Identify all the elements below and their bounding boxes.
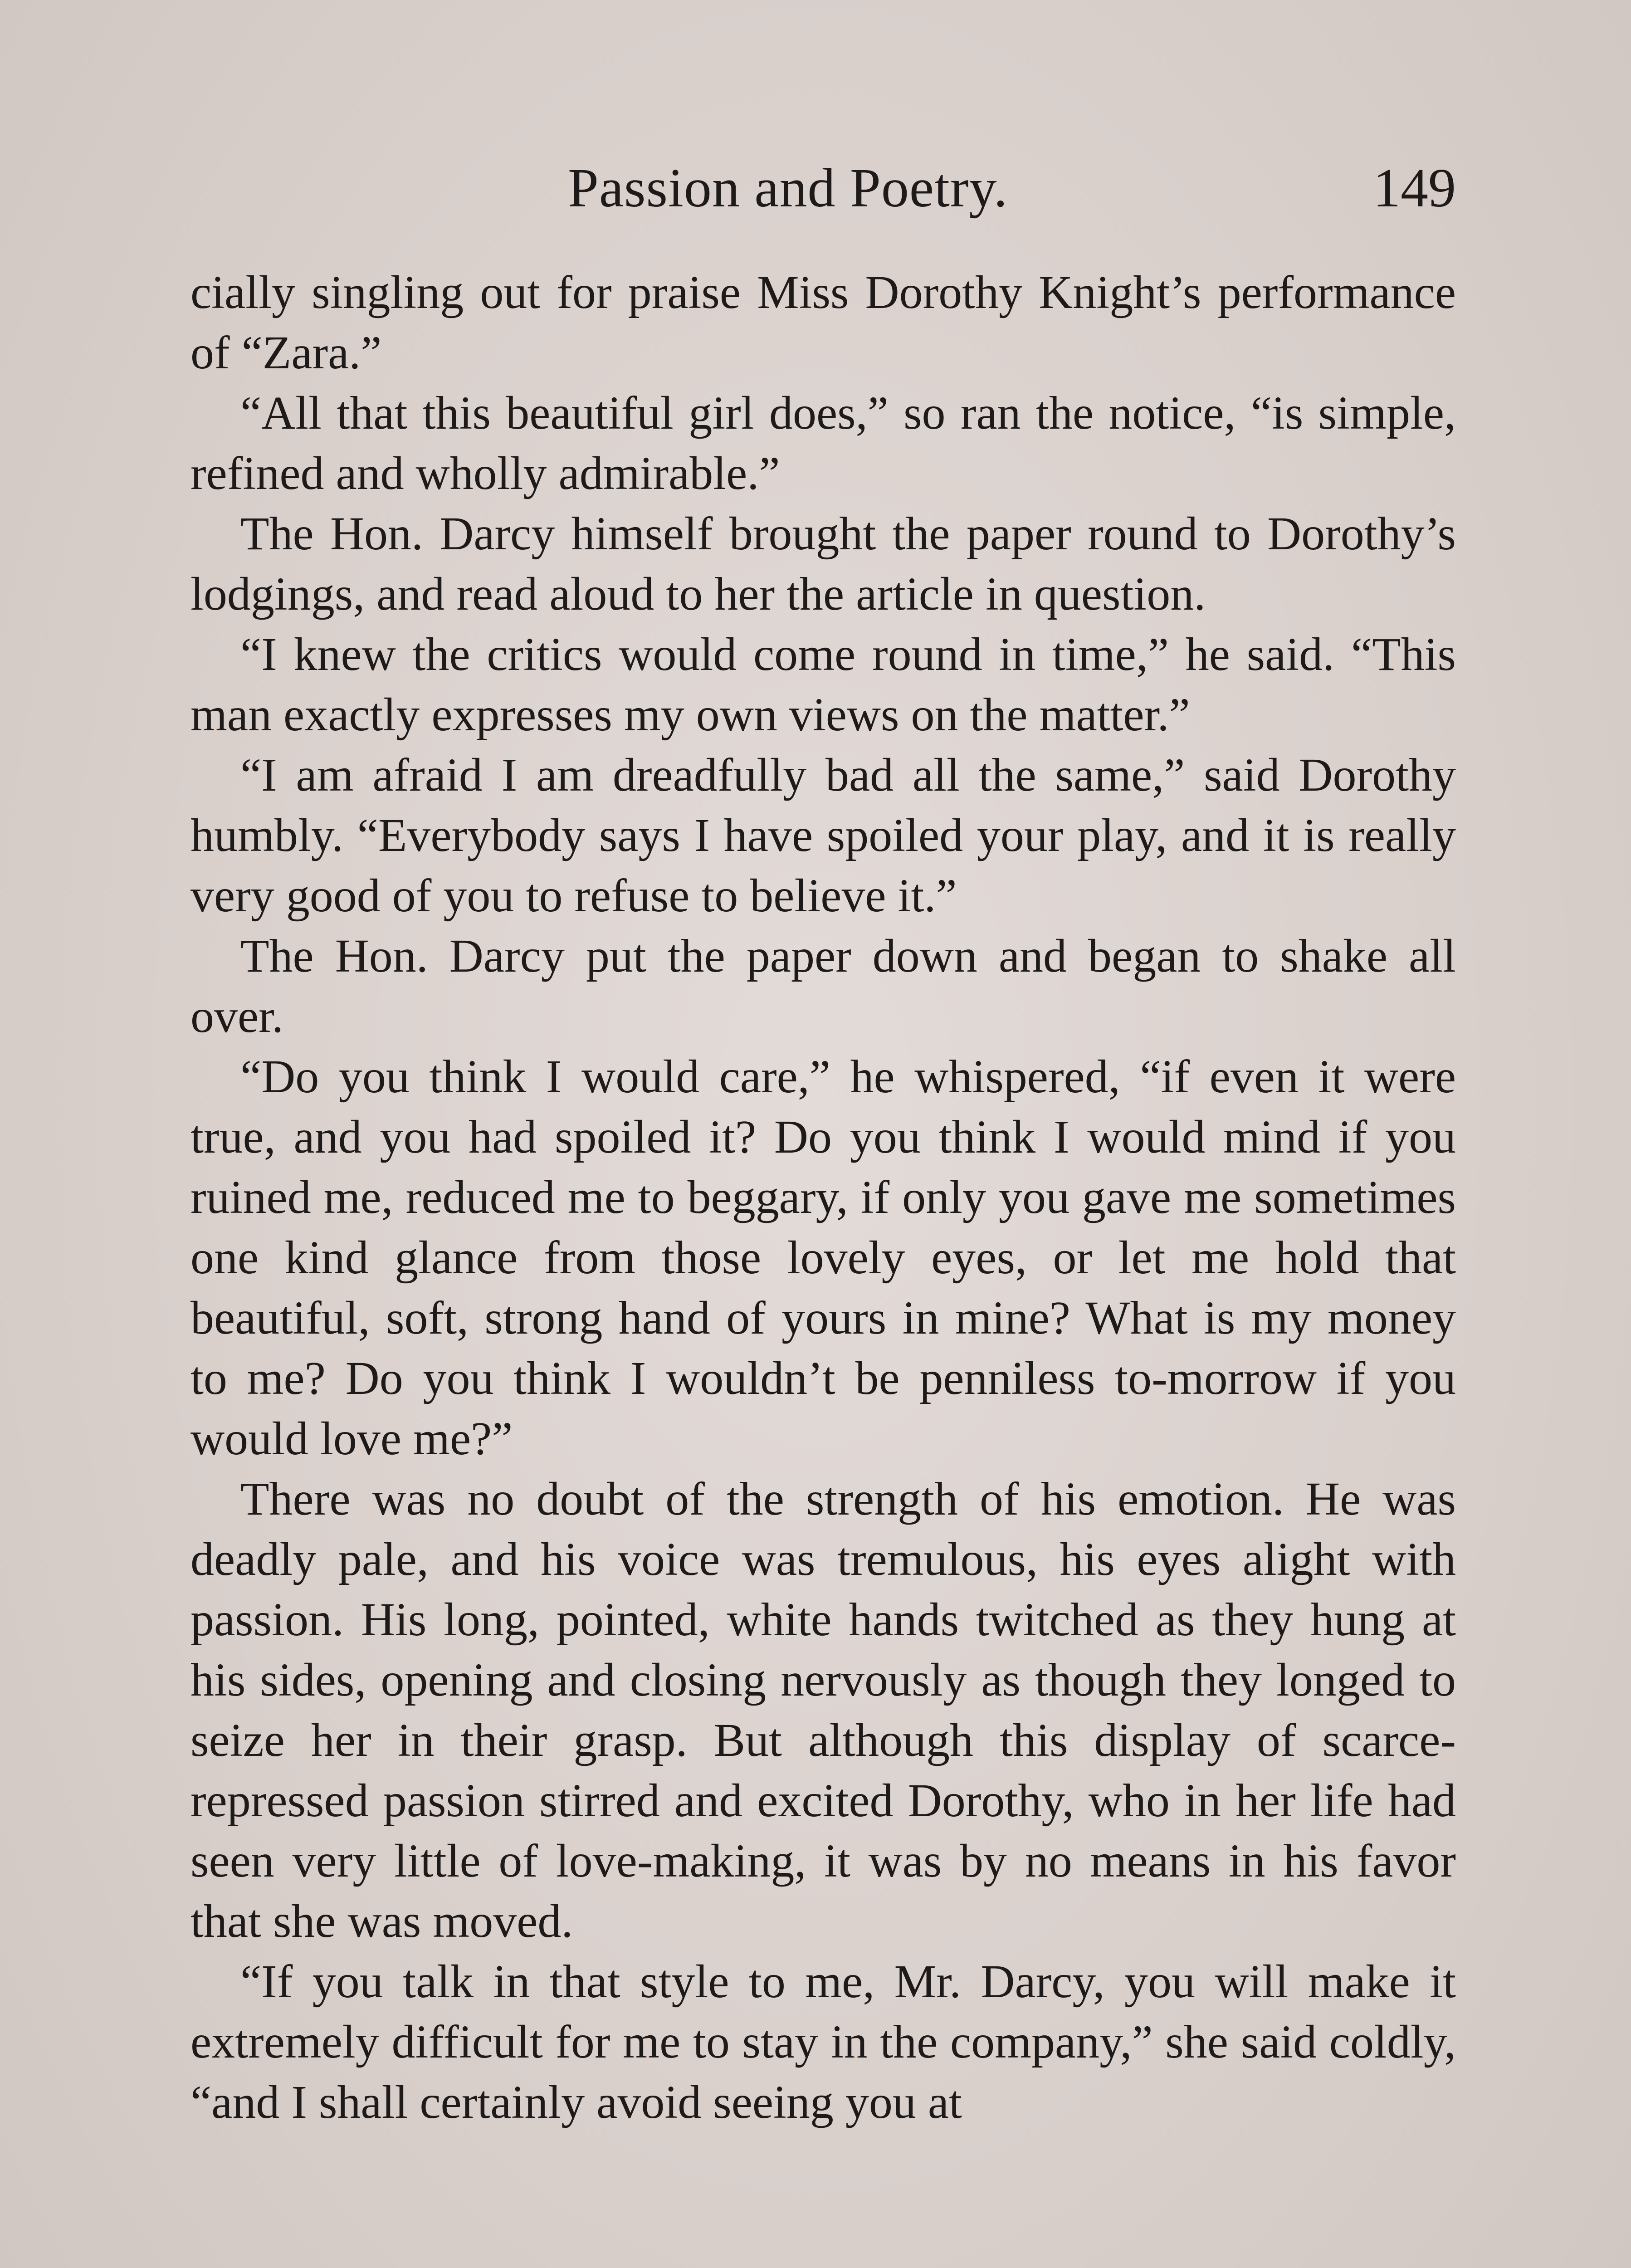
paragraph: There was no doubt of the strength of his emotion. He was deadly pale, and his voice was tremulous, his eyes alight with passion. His long, pointed, white hands twitched as they hung at his sides, opening and closing nervously as though they longed to seize her in their grasp. But although this display of scarce-repressed passion stirred and excited Dorothy, who in her life had seen very little of love-making, it was by no means in his favor that she was moved. bbox=[190, 1473, 1456, 1947]
page-number: 149 bbox=[1373, 157, 1456, 219]
running-title: Passion and Poetry. bbox=[568, 157, 1008, 219]
paragraph: “Do you think I would care,” he whispered, “if even it were true, and you had spoiled it? Do you think I would mind if you ruined me, reduced me to beggary, if only you gave me sometimes one kind glance from those lovely eyes, or let me hold that beautiful, soft, strong hand of yours in mine? What is my money to me? Do you think I wouldn’t be penniless to-morrow if you would love me?” bbox=[190, 1051, 1456, 1465]
paragraph: The Hon. Darcy put the paper down and began to shake all over. bbox=[190, 930, 1456, 1042]
paragraph: The Hon. Darcy himself brought the paper round to Dorothy’s lodgings, and read aloud to her the article in question. bbox=[190, 508, 1456, 620]
body-text bbox=[190, 262, 1456, 2132]
paragraph: “If you talk in that style to me, Mr. Darcy, you will make it extremely difficult for me to stay in the company,” she said coldly, “and I shall certainly avoid seeing you at bbox=[190, 1955, 1456, 2128]
paragraph: “I knew the critics would come round in time,” he said. “This man exactly expresses my own views on the matter.” bbox=[190, 628, 1456, 741]
paragraph: cially singling out for praise Miss Dorothy Knight’s performance of “Zara.” bbox=[190, 266, 1456, 379]
paragraph: “I am afraid I am dreadfully bad all the same,” said Dorothy humbly. “Everybody says I have spoiled your play, and it is really very good of you to refuse to believe it.” bbox=[190, 749, 1456, 922]
page-header bbox=[190, 150, 1456, 227]
paragraph: “All that this beautiful girl does,” so ran the notice, “is simple, refined and wholly admirable.” bbox=[190, 387, 1456, 499]
